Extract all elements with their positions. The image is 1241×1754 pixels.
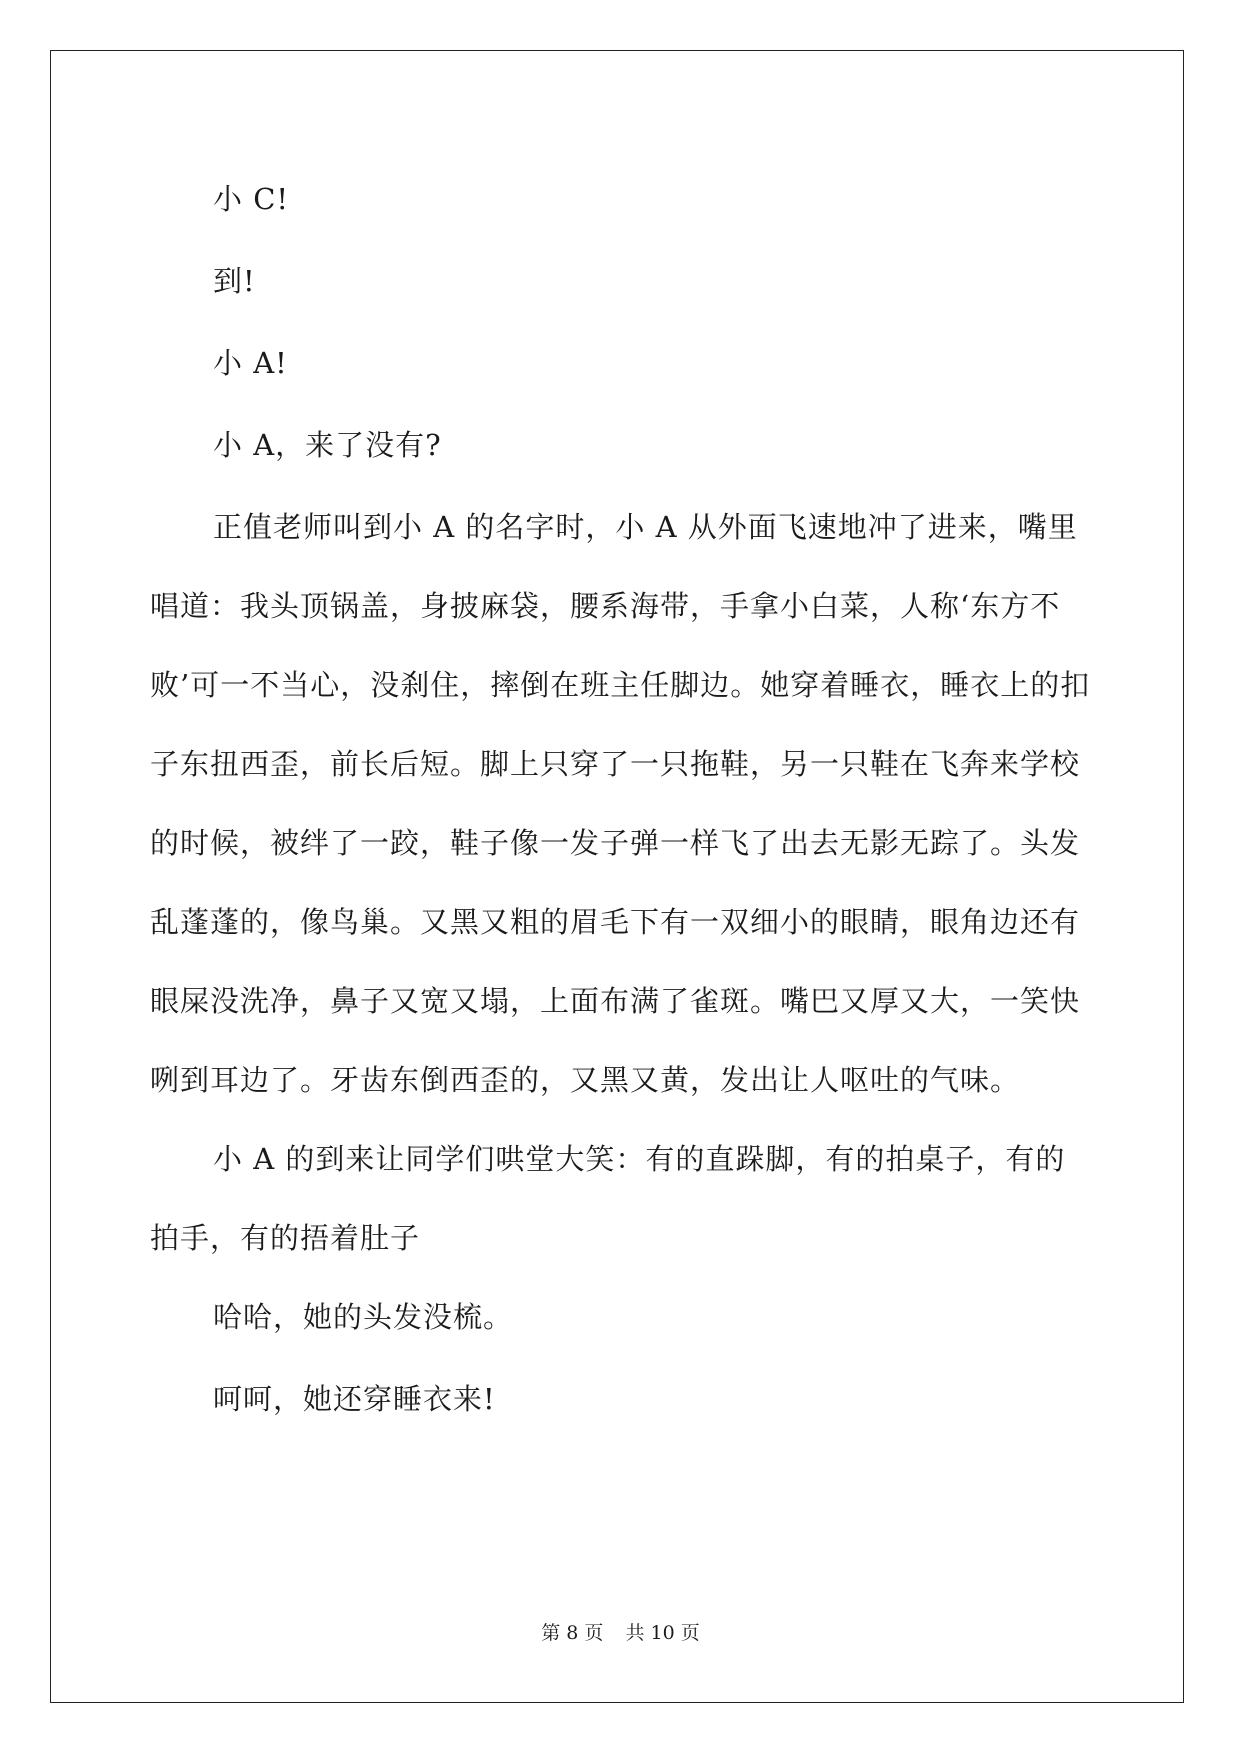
paragraph-6: 小 A 的到来让同学们哄堂大笑：有的直跺脚，有的拍桌子，有的拍手，有的捂着肚子 bbox=[150, 1142, 1066, 1255]
document-body bbox=[150, 160, 1095, 1442]
paragraph-8: 呵呵，她还穿睡衣来! bbox=[213, 1382, 496, 1416]
paragraph-2: 到! bbox=[213, 264, 256, 298]
paragraph-5: 正值老师叫到小 A 的名字时，小 A 从外面飞速地冲了进来，嘴里唱道：我头顶锅盖，身披麻袋，腰系海带，手拿小白菜，人称‘东方不败’可一不当心，没刹住，摔倒在班主任脚边。她穿着睡衣，睡衣上的扣子东扭西歪，前长后短。脚上只穿了一只拖鞋，另一只鞋在飞奔来学校的时候，被绊了一跤，鞋子像一发子弹一样飞了出去无影无踪了。头发乱蓬蓬的，像鸟巢。又黑又粗的眉毛下有一双细小的眼睛，眼角边还有眼屎没洗净，鼻子又宽又塌，上面布满了雀斑。嘴巴又厚又大，一笑快咧到耳边了。牙齿东倒西歪的，又黑又黄，发出让人呕吐的气味。 bbox=[150, 510, 1091, 1097]
page-footer bbox=[0, 1618, 1241, 1645]
paragraph-1: 小 C! bbox=[213, 182, 290, 216]
paragraph-7: 哈哈，她的头发没梳。 bbox=[213, 1300, 514, 1334]
page-number-current: 第 8 页 bbox=[541, 1622, 604, 1644]
page-number-total: 共 10 页 bbox=[625, 1622, 700, 1644]
paragraph-3: 小 A! bbox=[213, 346, 288, 380]
paragraph-4: 小 A，来了没有? bbox=[213, 428, 442, 462]
